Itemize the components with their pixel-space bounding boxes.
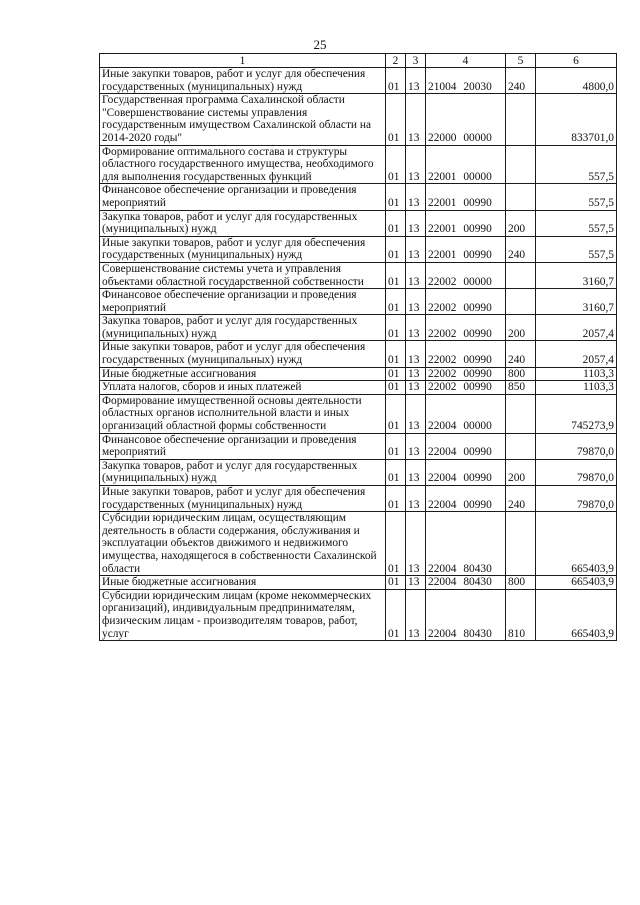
row-section-code: 01 bbox=[386, 68, 406, 94]
row-expense-type: 200 bbox=[506, 315, 536, 341]
row-target-code: 22002 00990 bbox=[426, 381, 506, 395]
row-expense-type bbox=[506, 512, 536, 576]
column-header-target-code: 4 bbox=[426, 54, 506, 68]
row-amount: 557,5 bbox=[536, 210, 617, 236]
row-subsection-code: 13 bbox=[406, 459, 426, 485]
row-section-code: 01 bbox=[386, 94, 406, 145]
row-section-code: 01 bbox=[386, 341, 406, 367]
row-target-code: 22002 00990 bbox=[426, 341, 506, 367]
row-expense-type bbox=[506, 262, 536, 288]
row-section-code: 01 bbox=[386, 262, 406, 288]
row-name: Иные бюджетные ассигнования bbox=[100, 367, 386, 381]
row-expense-type: 240 bbox=[506, 341, 536, 367]
row-expense-type: 200 bbox=[506, 210, 536, 236]
row-section-code: 01 bbox=[386, 367, 406, 381]
row-amount: 3160,7 bbox=[536, 289, 617, 315]
row-expense-type bbox=[506, 184, 536, 210]
row-section-code: 01 bbox=[386, 589, 406, 640]
row-name: Совершенствование системы учета и управления объектами областной государственной собственности bbox=[100, 262, 386, 288]
row-target-code: 22004 80430 bbox=[426, 589, 506, 640]
row-expense-type: 810 bbox=[506, 589, 536, 640]
table-row bbox=[100, 145, 617, 184]
column-header-expense-type: 5 bbox=[506, 54, 536, 68]
row-target-code: 22004 00990 bbox=[426, 433, 506, 459]
row-amount: 79870,0 bbox=[536, 433, 617, 459]
row-name: Субсидии юридическим лицам, осуществляющим деятельность в области содержания, обслуживания и эксплуатации объектов движимого и недвижимого имущества, находящегося в собственности Сахалинской области bbox=[100, 512, 386, 576]
row-amount: 2057,4 bbox=[536, 341, 617, 367]
row-section-code: 01 bbox=[386, 381, 406, 395]
row-target-code: 22002 00990 bbox=[426, 315, 506, 341]
table-row bbox=[100, 589, 617, 640]
row-target-code: 21004 20030 bbox=[426, 68, 506, 94]
row-section-code: 01 bbox=[386, 236, 406, 262]
row-name: Формирование оптимального состава и структуры областного государственного имущества, необходимого для выполнения государственных функций bbox=[100, 145, 386, 184]
table-header bbox=[100, 54, 617, 68]
table-row bbox=[100, 68, 617, 94]
row-target-code: 22001 00990 bbox=[426, 210, 506, 236]
row-target-code: 22002 00000 bbox=[426, 262, 506, 288]
table-row bbox=[100, 459, 617, 485]
table-row bbox=[100, 381, 617, 395]
table-row bbox=[100, 576, 617, 590]
row-subsection-code: 13 bbox=[406, 486, 426, 512]
table-row bbox=[100, 341, 617, 367]
row-name: Закупка товаров, работ и услуг для государственных (муниципальных) нужд bbox=[100, 459, 386, 485]
row-expense-type bbox=[506, 289, 536, 315]
row-subsection-code: 13 bbox=[406, 576, 426, 590]
row-amount: 1103,3 bbox=[536, 381, 617, 395]
table-row bbox=[100, 289, 617, 315]
column-header-amount: 6 bbox=[536, 54, 617, 68]
column-header-name: 1 bbox=[100, 54, 386, 68]
row-expense-type bbox=[506, 145, 536, 184]
row-section-code: 01 bbox=[386, 315, 406, 341]
row-section-code: 01 bbox=[386, 433, 406, 459]
row-section-code: 01 bbox=[386, 210, 406, 236]
row-amount: 1103,3 bbox=[536, 367, 617, 381]
table-row bbox=[100, 512, 617, 576]
row-expense-type: 240 bbox=[506, 236, 536, 262]
row-expense-type: 240 bbox=[506, 68, 536, 94]
row-amount: 665403,9 bbox=[536, 576, 617, 590]
row-expense-type bbox=[506, 394, 536, 433]
row-expense-type: 800 bbox=[506, 367, 536, 381]
table-body bbox=[100, 68, 617, 641]
row-name: Уплата налогов, сборов и иных платежей bbox=[100, 381, 386, 395]
row-expense-type: 240 bbox=[506, 486, 536, 512]
row-name: Государственная программа Сахалинской области "Совершенствование системы управления государственным имуществом Сахалинской области на 2014-2020 годы" bbox=[100, 94, 386, 145]
table-row bbox=[100, 394, 617, 433]
row-amount: 745273,9 bbox=[536, 394, 617, 433]
row-amount: 4800,0 bbox=[536, 68, 617, 94]
table-row bbox=[100, 367, 617, 381]
row-subsection-code: 13 bbox=[406, 68, 426, 94]
row-subsection-code: 13 bbox=[406, 210, 426, 236]
row-target-code: 22001 00000 bbox=[426, 145, 506, 184]
row-amount: 79870,0 bbox=[536, 486, 617, 512]
row-expense-type bbox=[506, 433, 536, 459]
row-name: Субсидии юридическим лицам (кроме некоммерческих организаций), индивидуальным предпринимателям, физическим лицам - производителям товаров, работ, услуг bbox=[100, 589, 386, 640]
row-amount: 557,5 bbox=[536, 145, 617, 184]
row-target-code: 22001 00990 bbox=[426, 236, 506, 262]
row-expense-type: 200 bbox=[506, 459, 536, 485]
table-row bbox=[100, 433, 617, 459]
row-expense-type: 850 bbox=[506, 381, 536, 395]
page-number: 25 bbox=[313, 37, 327, 52]
row-name: Иные закупки товаров, работ и услуг для обеспечения государственных (муниципальных) нужд bbox=[100, 486, 386, 512]
row-name: Закупка товаров, работ и услуг для государственных (муниципальных) нужд bbox=[100, 315, 386, 341]
row-amount: 79870,0 bbox=[536, 459, 617, 485]
row-subsection-code: 13 bbox=[406, 367, 426, 381]
row-subsection-code: 13 bbox=[406, 289, 426, 315]
row-target-code: 22004 00990 bbox=[426, 459, 506, 485]
row-subsection-code: 13 bbox=[406, 94, 426, 145]
table-row bbox=[100, 262, 617, 288]
row-target-code: 22001 00990 bbox=[426, 184, 506, 210]
row-name: Иные закупки товаров, работ и услуг для обеспечения государственных (муниципальных) нужд bbox=[100, 68, 386, 94]
row-section-code: 01 bbox=[386, 512, 406, 576]
row-section-code: 01 bbox=[386, 289, 406, 315]
budget-table bbox=[99, 53, 617, 641]
row-name: Формирование имущественной основы деятельности областных органов исполнительной власти и иных организаций областной формы собственности bbox=[100, 394, 386, 433]
row-amount: 665403,9 bbox=[536, 512, 617, 576]
row-section-code: 01 bbox=[386, 459, 406, 485]
row-section-code: 01 bbox=[386, 145, 406, 184]
row-amount: 557,5 bbox=[536, 184, 617, 210]
row-amount: 665403,9 bbox=[536, 589, 617, 640]
row-target-code: 22004 80430 bbox=[426, 512, 506, 576]
row-subsection-code: 13 bbox=[406, 381, 426, 395]
row-section-code: 01 bbox=[386, 486, 406, 512]
row-amount: 2057,4 bbox=[536, 315, 617, 341]
row-section-code: 01 bbox=[386, 576, 406, 590]
table-row bbox=[100, 236, 617, 262]
row-target-code: 22002 00990 bbox=[426, 367, 506, 381]
column-header-section: 2 bbox=[386, 54, 406, 68]
row-target-code: 22004 80430 bbox=[426, 576, 506, 590]
row-name: Финансовое обеспечение организации и проведения мероприятий bbox=[100, 184, 386, 210]
row-subsection-code: 13 bbox=[406, 394, 426, 433]
row-expense-type bbox=[506, 94, 536, 145]
row-target-code: 22004 00000 bbox=[426, 394, 506, 433]
row-amount: 3160,7 bbox=[536, 262, 617, 288]
table-row bbox=[100, 486, 617, 512]
row-target-code: 22000 00000 bbox=[426, 94, 506, 145]
row-name: Финансовое обеспечение организации и проведения мероприятий bbox=[100, 289, 386, 315]
row-subsection-code: 13 bbox=[406, 512, 426, 576]
row-section-code: 01 bbox=[386, 184, 406, 210]
row-name: Закупка товаров, работ и услуг для государственных (муниципальных) нужд bbox=[100, 210, 386, 236]
row-name: Финансовое обеспечение организации и проведения мероприятий bbox=[100, 433, 386, 459]
table-row bbox=[100, 315, 617, 341]
table-row bbox=[100, 184, 617, 210]
row-subsection-code: 13 bbox=[406, 341, 426, 367]
table-row bbox=[100, 94, 617, 145]
row-subsection-code: 13 bbox=[406, 184, 426, 210]
row-subsection-code: 13 bbox=[406, 589, 426, 640]
row-target-code: 22002 00990 bbox=[426, 289, 506, 315]
row-amount: 833701,0 bbox=[536, 94, 617, 145]
row-name: Иные закупки товаров, работ и услуг для обеспечения государственных (муниципальных) нужд bbox=[100, 341, 386, 367]
row-name: Иные бюджетные ассигнования bbox=[100, 576, 386, 590]
row-section-code: 01 bbox=[386, 394, 406, 433]
row-target-code: 22004 00990 bbox=[426, 486, 506, 512]
row-name: Иные закупки товаров, работ и услуг для обеспечения государственных (муниципальных) нужд bbox=[100, 236, 386, 262]
table-row bbox=[100, 210, 617, 236]
column-header-subsection: 3 bbox=[406, 54, 426, 68]
row-subsection-code: 13 bbox=[406, 315, 426, 341]
row-amount: 557,5 bbox=[536, 236, 617, 262]
row-subsection-code: 13 bbox=[406, 262, 426, 288]
row-subsection-code: 13 bbox=[406, 145, 426, 184]
row-subsection-code: 13 bbox=[406, 236, 426, 262]
row-expense-type: 800 bbox=[506, 576, 536, 590]
row-subsection-code: 13 bbox=[406, 433, 426, 459]
